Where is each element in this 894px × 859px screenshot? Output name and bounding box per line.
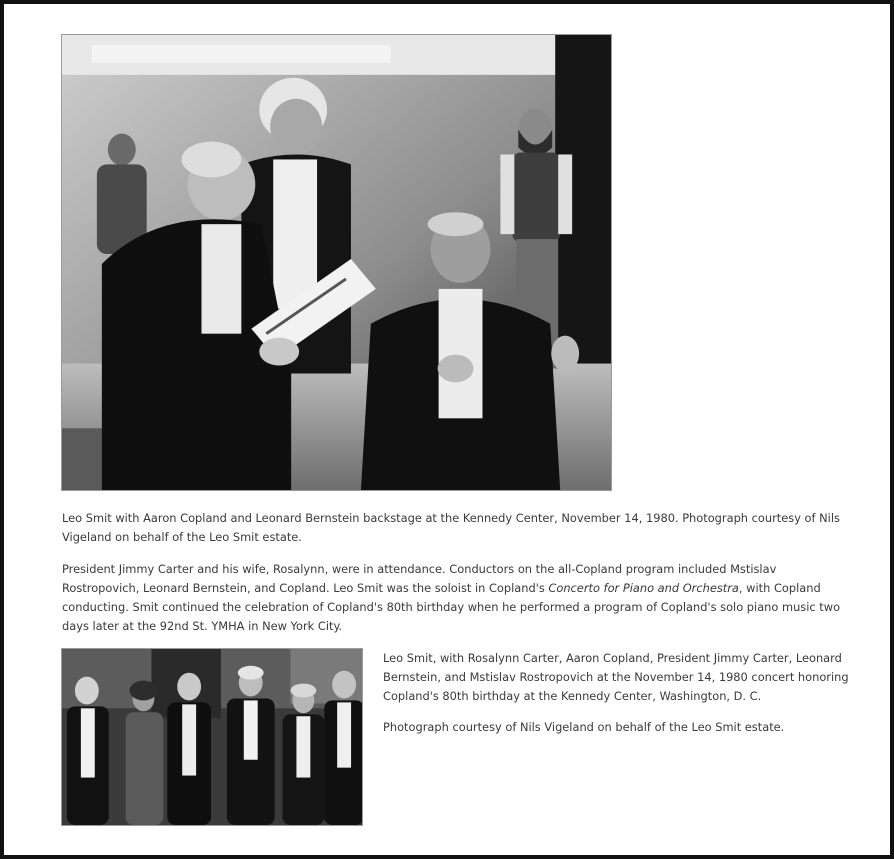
backstage-photo <box>61 34 612 491</box>
group-photo-caption: Leo Smit, with Rosalynn Carter, Aaron Copland, President Jimmy Carter, Leonard Bernstein, and Mstislav Rostropovich at the November 14, 1980 concert honoring Copland's 80th birthday at the Kennedy Center, Washington, D. C. <box>383 651 849 703</box>
group-photo <box>61 648 363 826</box>
concerto-title: Concerto for Piano and Orchestra <box>548 581 739 595</box>
event-paragraph <box>62 560 852 636</box>
group-photo-credit: Photograph courtesy of Nils Vigeland on behalf of the Leo Smit estate. <box>383 720 785 734</box>
group-photo-image <box>62 649 362 825</box>
backstage-photo-image <box>62 35 611 490</box>
paragraph-text-2: , with Copland conducting. Smit continued the celebration of Copland's 80th birthday when he performed a program of Copland's solo piano music two days later at the 92nd St. YMHA in New York City. <box>62 581 841 633</box>
main-photo-caption: Leo Smit with Aaron Copland and Leonard Bernstein backstage at the Kennedy Center, November 14, 1980. Photograph courtesy of Nils Vigeland on behalf of the Leo Smit estate. <box>62 511 840 544</box>
paragraph-text-1: President Jimmy Carter and his wife, Rosalynn, were in attendance. Conductors on the all-Copland program included Mstislav Rostropovich, Leonard Bernstein, and Copland. Leo Smit was the soloist in Copland's <box>62 562 777 595</box>
